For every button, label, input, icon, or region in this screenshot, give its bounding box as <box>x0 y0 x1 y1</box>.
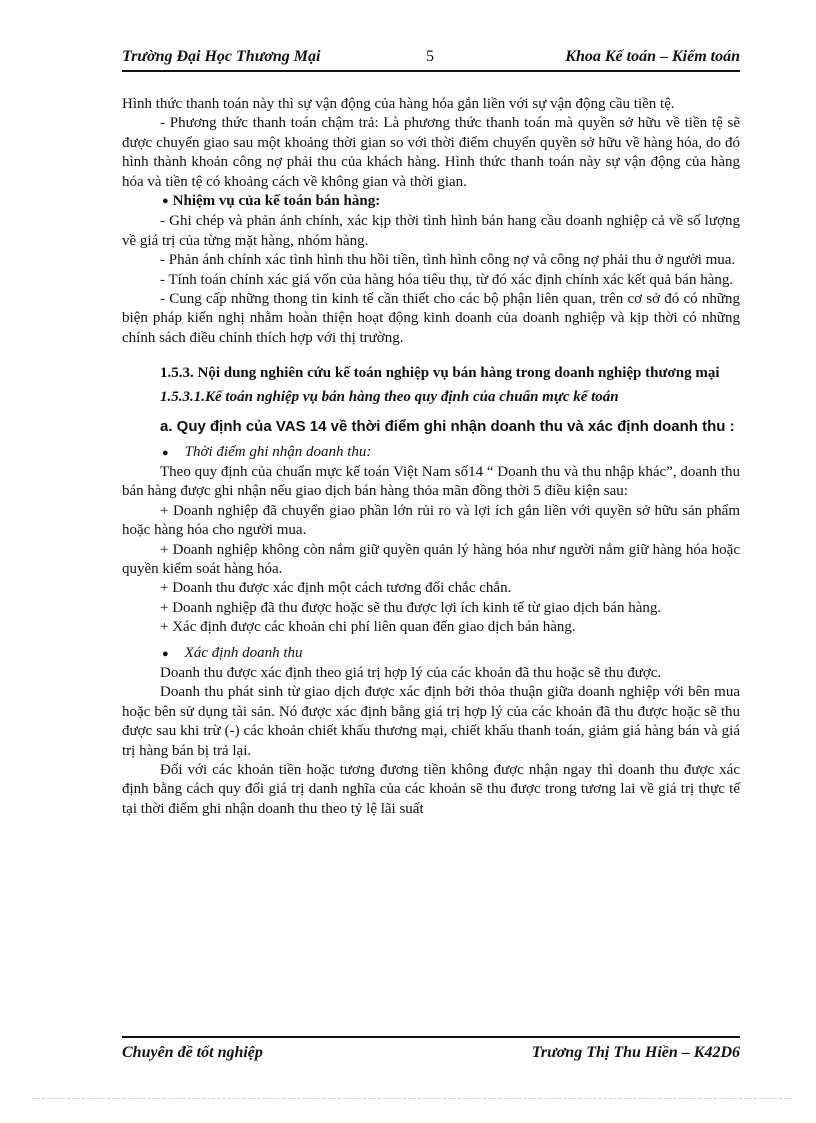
item-heading: a. Quy định của VAS 14 về thời điểm ghi nhận doanh thu và xác định doanh thu : <box>160 418 735 436</box>
document-body <box>122 95 740 819</box>
condition-item: + Doanh nghiệp đã chuyển giao phần lớn rủi ro và lợi ích gắn liền với quyền sở hữu sản phẩm hoặc hàng hóa cho người mua. <box>122 502 740 539</box>
paragraph: Doanh thu phát sinh từ giao dịch được xác định bởi thỏa thuận giữa doanh nghiệp với bên mua hoặc bên sử dụng tài sản. Nó được xác định bằng giá trị hợp lý của các khoản đã thu được hoặc sẽ thu được sau khi trừ (-) các khoản chiết khấu thương mại, chiết khấu thanh toán, giảm giá hàng bán và giá trị hàng bán bị trả lại. <box>122 684 740 759</box>
page-number: 5 <box>426 48 434 65</box>
bullet-icon: ● <box>162 195 169 208</box>
subsection-heading: 1.5.3.1.Kế toán nghiệp vụ bán hàng theo quy định của chuẩn mực kế toán <box>160 388 619 405</box>
section-heading: 1.5.3. Nội dung nghiên cứu kế toán nghiệp vụ bán hàng trong doanh nghiệp thương mại <box>160 365 720 382</box>
paragraph: - Phản ánh chính xác tình hình thu hồi tiền, tình hình công nợ và công nợ phải thu ở người mua. <box>160 252 736 269</box>
footer-document-type: Chuyên đề tốt nghiệp <box>122 1044 263 1061</box>
paragraph: - Cung cấp những thong tin kinh tế cần thiết cho các bộ phận liên quan, trên cơ sở đó có những biện pháp kiến nghị nhằm hoàn thiện hoạt động kinh doanh của doanh nghiệp và kịp thời có những chính sách điều chỉnh thích hợp với thị trường. <box>122 291 740 346</box>
bullet-icon: ● <box>162 446 169 459</box>
italic-bullet-heading <box>122 644 740 664</box>
paragraph: - Ghi chép và phản ánh chính, xác kịp thời tình hình bán hang cầu doanh nghiệp cả về số lượng về giá trị của từng mặt hàng, nhóm hàng. <box>122 213 740 249</box>
paragraph: - Tính toán chính xác giá vốn của hàng hóa tiêu thụ, từ đó xác định chính xác kết quả bán hàng. <box>160 271 734 288</box>
condition-item: + Doanh nghiệp không còn nắm giữ quyền quản lý hàng hóa như người nắm giữ hàng hóa hoặc quyền kiểm soát hàng hóa. <box>122 541 740 577</box>
duty-heading-text: Nhiệm vụ của kế toán bán hàng: <box>172 193 381 210</box>
footer-author: Trương Thị Thu Hiền – K42D6 <box>531 1044 740 1061</box>
condition-item: + Doanh nghiệp đã thu được hoặc sẽ thu được lợi ích kinh tế từ giao dịch bán hàng. <box>160 599 662 616</box>
page-break-line <box>32 1098 792 1099</box>
paragraph: Đối với các khoản tiền hoặc tương đương tiền không được nhận ngay thì doanh thu được xác định bằng cách quy đổi giá trị danh nghĩa của các khoản sẽ thu được trong tương lai về giá trị thực tế tại thời điểm ghi nhận doanh thu theo tỷ lệ lãi suất <box>122 762 740 817</box>
header-faculty-name: Khoa Kế toán – Kiểm toán <box>565 48 740 65</box>
paragraph: Hình thức thanh toán này thì sự vận động của hàng hóa gắn liền với sự vận động cầu tiền tệ. <box>122 96 675 112</box>
paragraph: Doanh thu được xác định theo giá trị hợp lý của các khoản đã thu hoặc sẽ thu được. <box>160 664 662 681</box>
paragraph: Theo quy định của chuẩn mực kế toán Việt Nam số14 “ Doanh thu và thu nhập khác”, doanh thu bán hàng được ghi nhận nếu giao dịch bán hàng thỏa mãn đồng thời 5 điều kiện sau: <box>122 463 740 500</box>
bullet-icon: ● <box>162 647 169 660</box>
italic-bullet-heading <box>122 443 740 463</box>
page-header <box>122 46 740 72</box>
italic-bullet-text: Thời điểm ghi nhận doanh thu: <box>184 443 372 460</box>
condition-item: + Doanh thu được xác định một cách tương đối chắc chắn. <box>160 580 512 597</box>
condition-item: + Xác định được các khoản chi phí liên quan đến giao dịch bán hàng. <box>160 619 576 636</box>
italic-bullet-text: Xác định doanh thu <box>184 644 303 661</box>
duty-heading <box>122 192 740 212</box>
header-school-name: Trường Đại Học Thương Mại <box>122 48 321 65</box>
paragraph: - Phương thức thanh toán chậm trả: Là phương thức thanh toán mà quyền sở hữu về tiền tệ sẽ được chuyển giao sau một khoảng thời gian so với thời điểm chuyển quyền sở hữu về hàng hóa, do đó hình thành khoản công nợ phải thu của khách hàng. Hình thức thanh toán này sự vận động của hàng hóa và tiền tệ có khoảng cách về không gian và thời gian. <box>122 115 740 190</box>
page-footer <box>122 1036 740 1062</box>
